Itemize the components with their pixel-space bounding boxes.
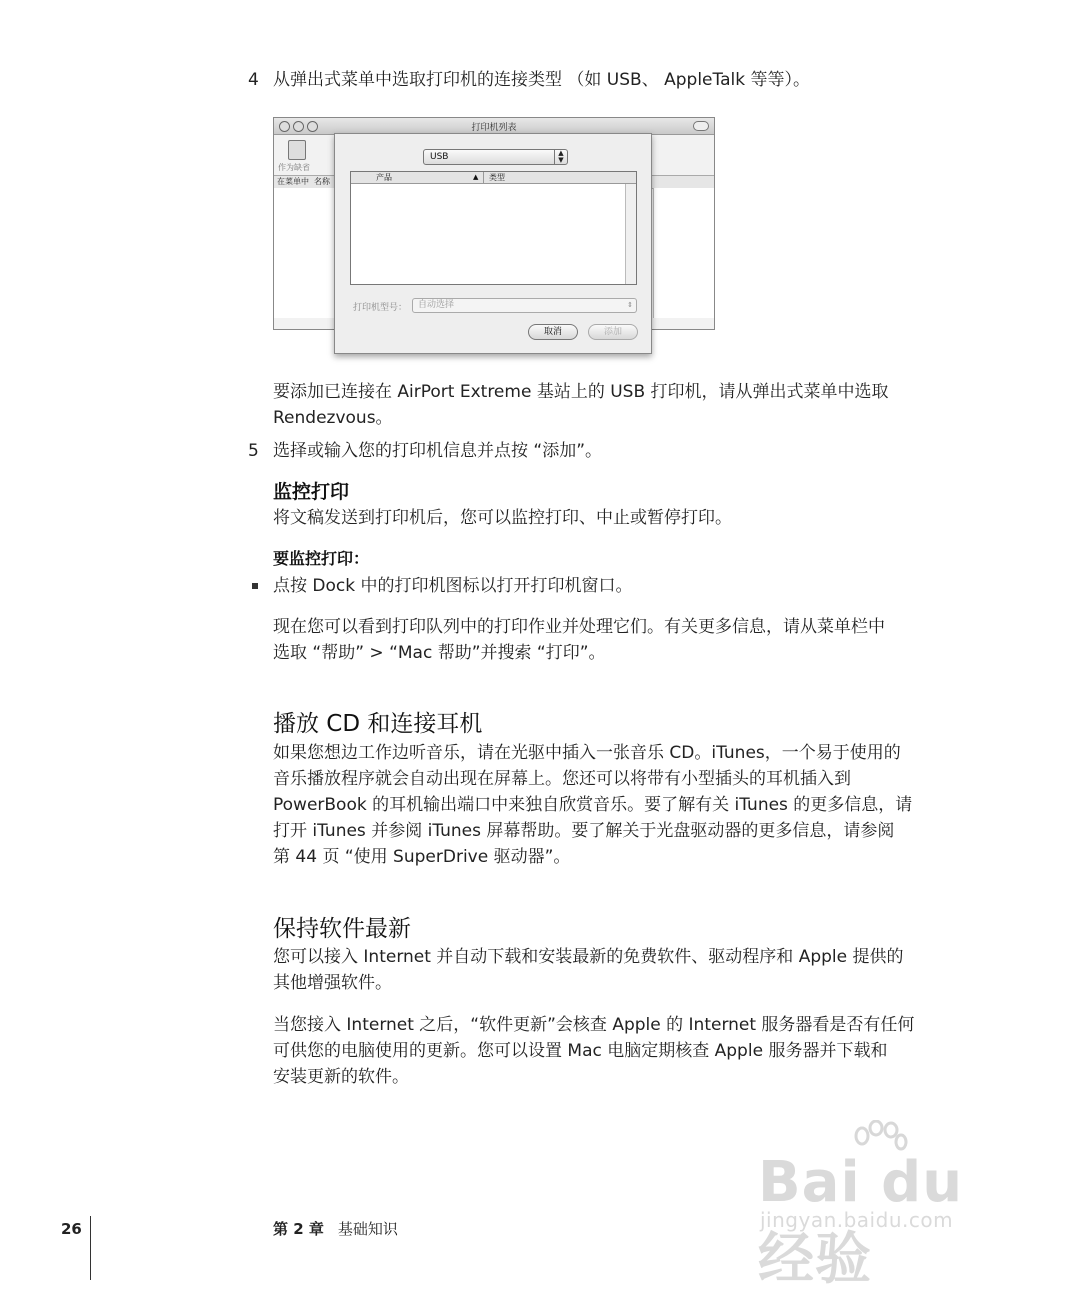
column-name: 名称	[314, 177, 330, 186]
margin-divider	[90, 1216, 91, 1280]
airport-para-line: Rendezvous。	[273, 408, 393, 428]
monitor-para-line: 选取 “帮助” > “Mac 帮助”并搜索 “打印”。	[273, 643, 606, 663]
bullet-text: 点按 Dock 中的打印机图标以打开打印机窗口。	[273, 576, 633, 596]
cd-para-line: PowerBook 的耳机输出端口中来独自欣赏音乐。要了解有关 iTunes 的更多信息，请	[273, 795, 913, 815]
step-text: 选择或输入您的打印机信息并点按 “添加”。	[273, 441, 603, 461]
toolbar-toggle-icon	[693, 121, 709, 131]
add-button: 添加	[588, 324, 638, 340]
step-text: 从弹出式菜单中选取打印机的连接类型 （如 USB、 AppleTalk 等等）。	[273, 70, 810, 90]
add-printer-sheet	[334, 133, 652, 354]
printer-list-right	[653, 188, 714, 318]
cd-para-line: 音乐播放程序就会自动出现在屏幕上。您还可以将带有小型插头的耳机插入到	[273, 769, 851, 789]
section-heading-monitor: 监控打印	[273, 481, 350, 503]
connection-type-value: USB	[430, 152, 449, 162]
column-type: 类型	[489, 173, 505, 182]
step-number: 5	[248, 441, 259, 461]
update-para-line: 安装更新的软件。	[273, 1067, 409, 1087]
chapter-footer	[273, 1218, 398, 1239]
sort-arrow-icon: ▲	[473, 173, 479, 181]
cd-para-line: 如果您想边工作边听音乐，请在光驱中插入一张音乐 CD。iTunes，一个易于使用的	[273, 743, 901, 763]
printer-model-value: 自动选择	[418, 300, 455, 310]
printer-model-popup	[412, 298, 637, 313]
printer-icon	[288, 140, 306, 160]
column-in-menu: 在菜单中	[277, 177, 309, 186]
task-heading: 要监控打印：	[273, 549, 370, 568]
update-para-line: 当您接入 Internet 之后，“软件更新”会核查 Apple 的 Internet 服务器看是否有任何	[273, 1015, 915, 1035]
monitor-para-line: 现在您可以看到打印队列中的打印作业并处理它们。有关更多信息，请从菜单栏中	[273, 617, 885, 637]
page-number: 26	[61, 1220, 82, 1238]
airport-para-line: 要添加已连接在 AirPort Extreme 基站上的 USB 打印机，请从弹出式菜单中选取	[273, 382, 889, 402]
watermark-url: jingyan.baidu.com	[760, 1208, 954, 1232]
updown-arrow-icon: ▲ ▼	[554, 150, 567, 164]
toolbar-label: 作为缺省	[278, 163, 310, 172]
printer-table-header	[351, 172, 636, 184]
printer-table	[350, 171, 637, 285]
connection-type-popup	[423, 149, 568, 165]
update-para-line: 其他增强软件。	[273, 973, 392, 993]
cancel-button: 取消	[528, 324, 578, 340]
update-para-line: 可供您的电脑使用的更新。您可以设置 Mac 电脑定期核查 Apple 服务器并下载和	[273, 1041, 888, 1061]
chapter-title: 基础知识	[337, 1220, 398, 1238]
section-heading-cd: 播放 CD 和连接耳机	[273, 711, 483, 737]
table-scrollbar	[625, 184, 636, 284]
printer-list	[274, 188, 335, 318]
update-para-line: 您可以接入 Internet 并自动下载和安装最新的免费软件、驱动程序和 Apple 提供的	[273, 947, 904, 967]
chapter-number: 第 2 章	[273, 1220, 324, 1238]
step-number: 4	[248, 70, 259, 90]
cd-para-line: 打开 iTunes 并参阅 iTunes 屏幕帮助。要了解关于光盘驱动器的更多信息，请参阅	[273, 821, 895, 841]
monitor-intro: 将文稿发送到打印机后，您可以监控打印、中止或暂停打印。	[273, 508, 732, 528]
baidu-watermark	[758, 1120, 998, 1292]
section-heading-update: 保持软件最新	[273, 916, 411, 942]
watermark-brand: Bai du 经验	[758, 1150, 964, 1292]
printer-model-label: 打印机型号：	[353, 303, 408, 313]
column-product: 产品	[376, 173, 392, 182]
cd-para-line: 第 44 页 “使用 SuperDrive 驱动器”。	[273, 847, 571, 867]
window-title: 打印机列表	[471, 123, 517, 133]
bullet-icon	[252, 583, 258, 589]
updown-arrow-icon: ⇕	[627, 301, 633, 309]
